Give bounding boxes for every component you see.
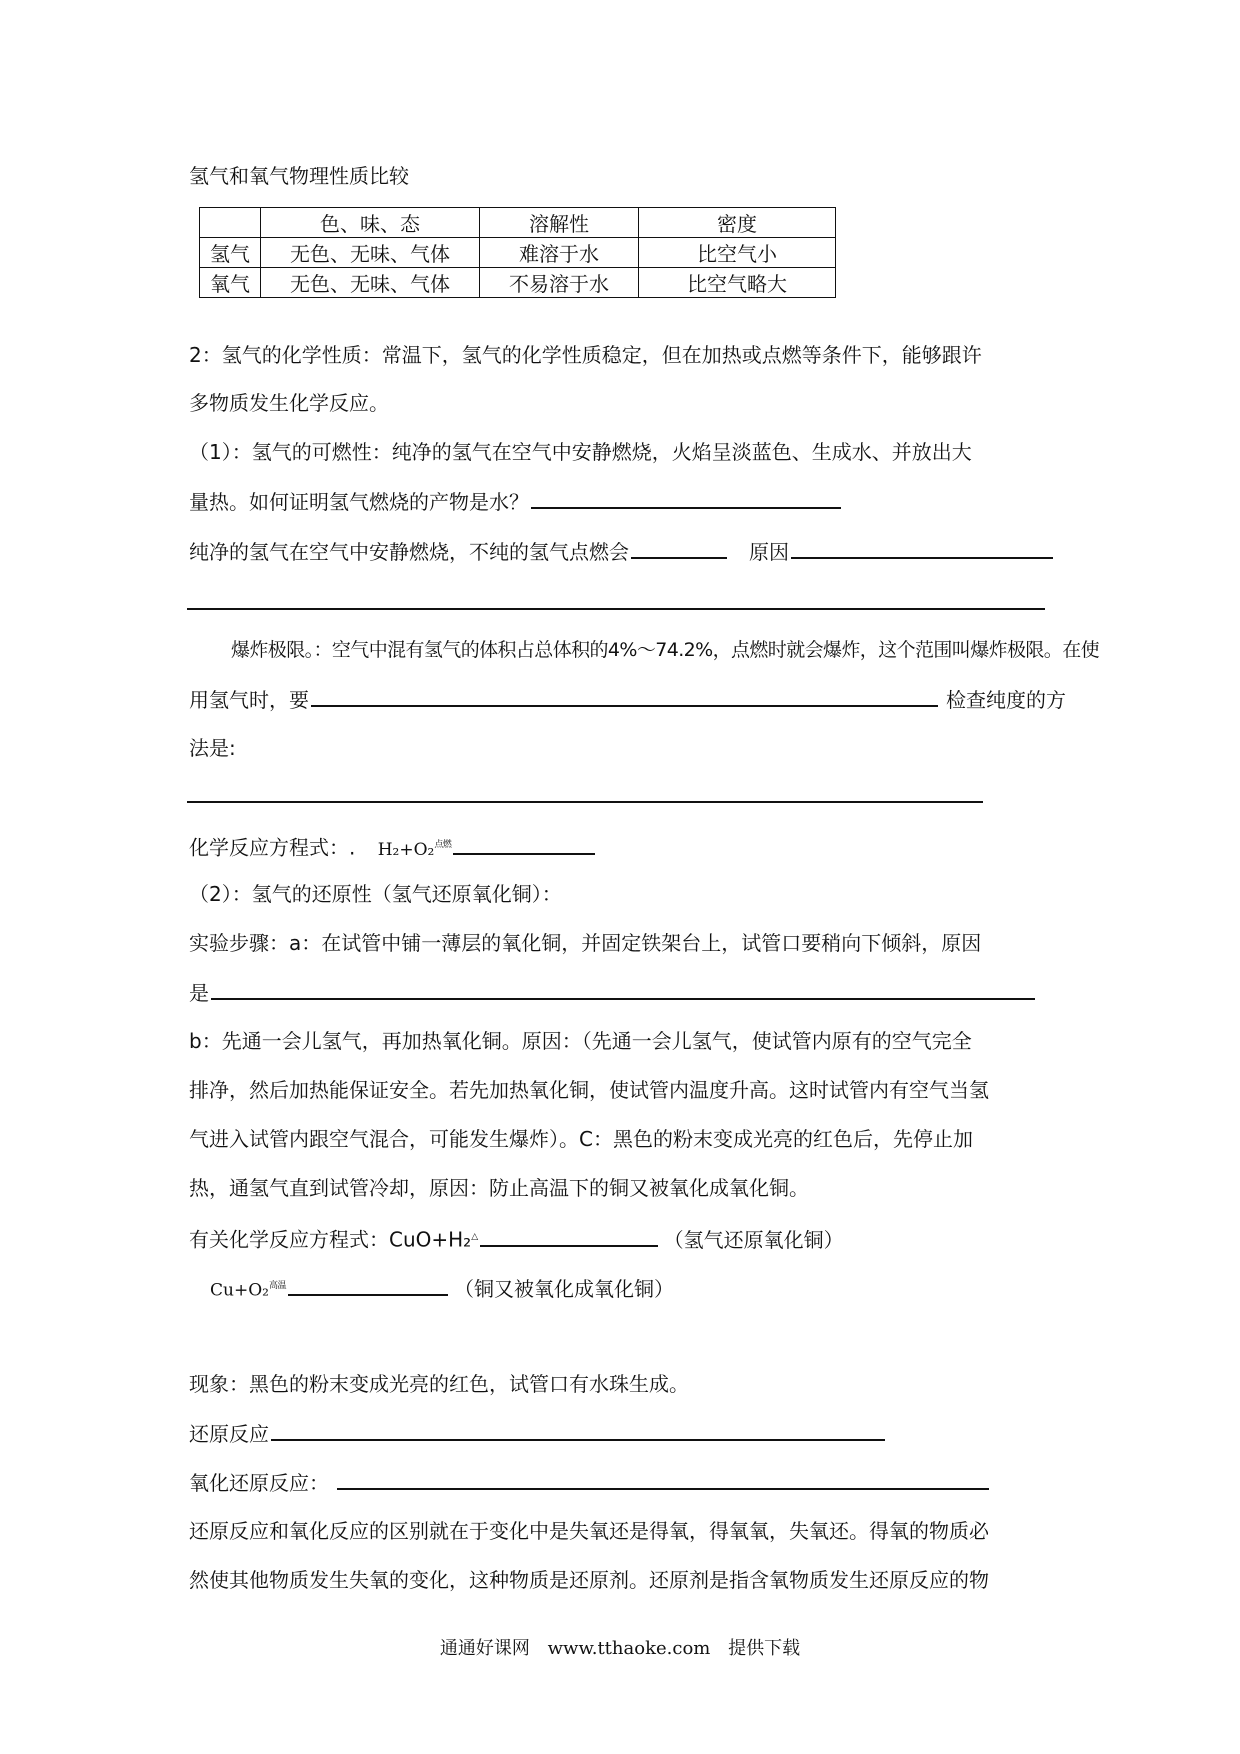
table-cell: 比空气小 [639, 238, 836, 268]
paragraph-line [189, 1468, 989, 1497]
equation-formula: H₂+O₂ [377, 839, 435, 860]
paragraph-line: b：先通一会儿氢气，再加热氧化铜。原因：（先通一会儿氢气，使试管内原有的空气完全 [189, 1029, 972, 1053]
footer-site-name: 通通好课网 [439, 1638, 530, 1659]
reaction-condition: 高温 [268, 1281, 286, 1291]
paragraph-line [189, 487, 841, 516]
paragraph-line: 气进入试管内跟空气混合，可能发生爆炸）。C：黑色的粉末变成光亮的红色后，先停止加 [189, 1127, 973, 1151]
paragraph-line: 2：氢气的化学性质：常温下，氢气的化学性质稳定，但在加热或点燃等条件下，能够跟许 [189, 343, 982, 367]
question-text: 纯净的氢气在空气中安静燃烧，不纯的氢气点燃会 [189, 540, 629, 564]
paragraph-line: 还原反应和氧化反应的区别就在于变化中是失氧还是得氧，得氧氧，失氧还。得氧的物质必 [189, 1519, 989, 1543]
paragraph-line: 排净，然后加热能保证安全。若先加热氧化铜，使试管内温度升高。这时试管内有空气当氢 [189, 1078, 989, 1102]
paragraph-line: 多物质发生化学反应。 [189, 391, 389, 415]
paragraph-line [189, 1419, 885, 1448]
comparison-table [199, 207, 836, 298]
reaction-condition: △ [471, 1232, 478, 1242]
table-cell: 无色、无味、气体 [261, 238, 480, 268]
table-cell: 氧气 [200, 268, 261, 298]
answer-blank[interactable] [311, 685, 938, 707]
paragraph-line: （1）：氢气的可燃性：纯净的氢气在空气中安静燃烧，火焰呈淡蓝色、生成水、并放出大 [189, 440, 972, 464]
table-header-cell: 溶解性 [480, 208, 639, 238]
paragraph-line: （2）：氢气的还原性（氢气还原氧化铜）： [189, 882, 562, 906]
answer-blank[interactable] [453, 833, 595, 855]
table-row [200, 238, 836, 268]
paragraph-line: 然使其他物质发生失氧的变化，这种物质是还原剂。还原剂是指含氧物质发生还原反应的物 [189, 1568, 989, 1592]
answer-blank[interactable] [271, 1419, 885, 1441]
equation-label: 化学反应方程式：. [189, 835, 356, 860]
equation-note: （氢气还原氧化铜） [663, 1227, 844, 1252]
paragraph-line: 现象：黑色的粉末变成光亮的红色，试管口有水珠生成。 [189, 1372, 689, 1396]
equation-note: （铜又被氧化成氧化铜） [453, 1276, 674, 1301]
question-text: 用氢气时，要 [189, 688, 309, 712]
table-row [200, 268, 836, 298]
question-text: 氧化还原反应： [189, 1471, 329, 1495]
table-cell: 比空气略大 [639, 268, 836, 298]
section-title: 氢气和氧气物理性质比较 [189, 164, 409, 188]
paragraph-line: 热，通氢气直到试管冷却，原因：防止高温下的铜又被氧化成氧化铜。 [189, 1176, 809, 1200]
paragraph-line: 爆炸极限。：空气中混有氢气的体积占总体积的4%～74.2%，点燃时就会爆炸，这个范围叫爆炸极限。在使 [231, 639, 1100, 661]
answer-blank-line[interactable] [187, 801, 983, 803]
reason-label: 原因 [749, 540, 789, 564]
page-footer [0, 1634, 1240, 1660]
answer-blank-line[interactable] [187, 608, 1045, 610]
footer-tail: 提供下载 [728, 1638, 801, 1659]
answer-blank[interactable] [791, 537, 1053, 559]
equation-line [210, 1272, 674, 1305]
question-text: 是 [189, 981, 209, 1005]
paragraph-line: 法是: [189, 736, 236, 760]
paragraph-line: 实验步骤：a：在试管中铺一薄层的氧化铜，并固定铁架台上，试管口要稍向下倾斜，原因 [189, 931, 982, 955]
table-header-row [200, 208, 836, 238]
paragraph-line [189, 685, 1066, 714]
table-cell: 难溶于水 [480, 238, 639, 268]
table-header-cell: 密度 [639, 208, 836, 238]
equation-formula: Cu+O₂ [210, 1280, 269, 1301]
question-text: 还原反应 [189, 1422, 269, 1446]
answer-blank[interactable] [288, 1274, 448, 1296]
answer-blank[interactable] [631, 537, 727, 559]
answer-blank[interactable] [211, 978, 1035, 1000]
paragraph-line [189, 537, 1053, 566]
table-cell: 氢气 [200, 238, 261, 268]
question-text: 量热。如何证明氢气燃烧的产物是水？ [189, 490, 529, 514]
equation-line [189, 1223, 844, 1254]
reaction-condition: 点燃 [434, 840, 452, 850]
equation-line [189, 831, 595, 864]
question-text: 检查纯度的方 [946, 688, 1066, 712]
answer-blank[interactable] [337, 1468, 989, 1490]
footer-url[interactable]: www.tthaoke.com [547, 1638, 711, 1659]
table-header-cell [200, 208, 261, 238]
answer-blank[interactable] [480, 1225, 658, 1247]
equation-label: 有关化学反应方程式：CuO+H₂ [189, 1227, 472, 1252]
table-cell: 不易溶于水 [480, 268, 639, 298]
answer-blank[interactable] [531, 487, 841, 509]
paragraph-line [189, 978, 1035, 1007]
table-cell: 无色、无味、气体 [261, 268, 480, 298]
table-header-cell: 色、味、态 [261, 208, 480, 238]
